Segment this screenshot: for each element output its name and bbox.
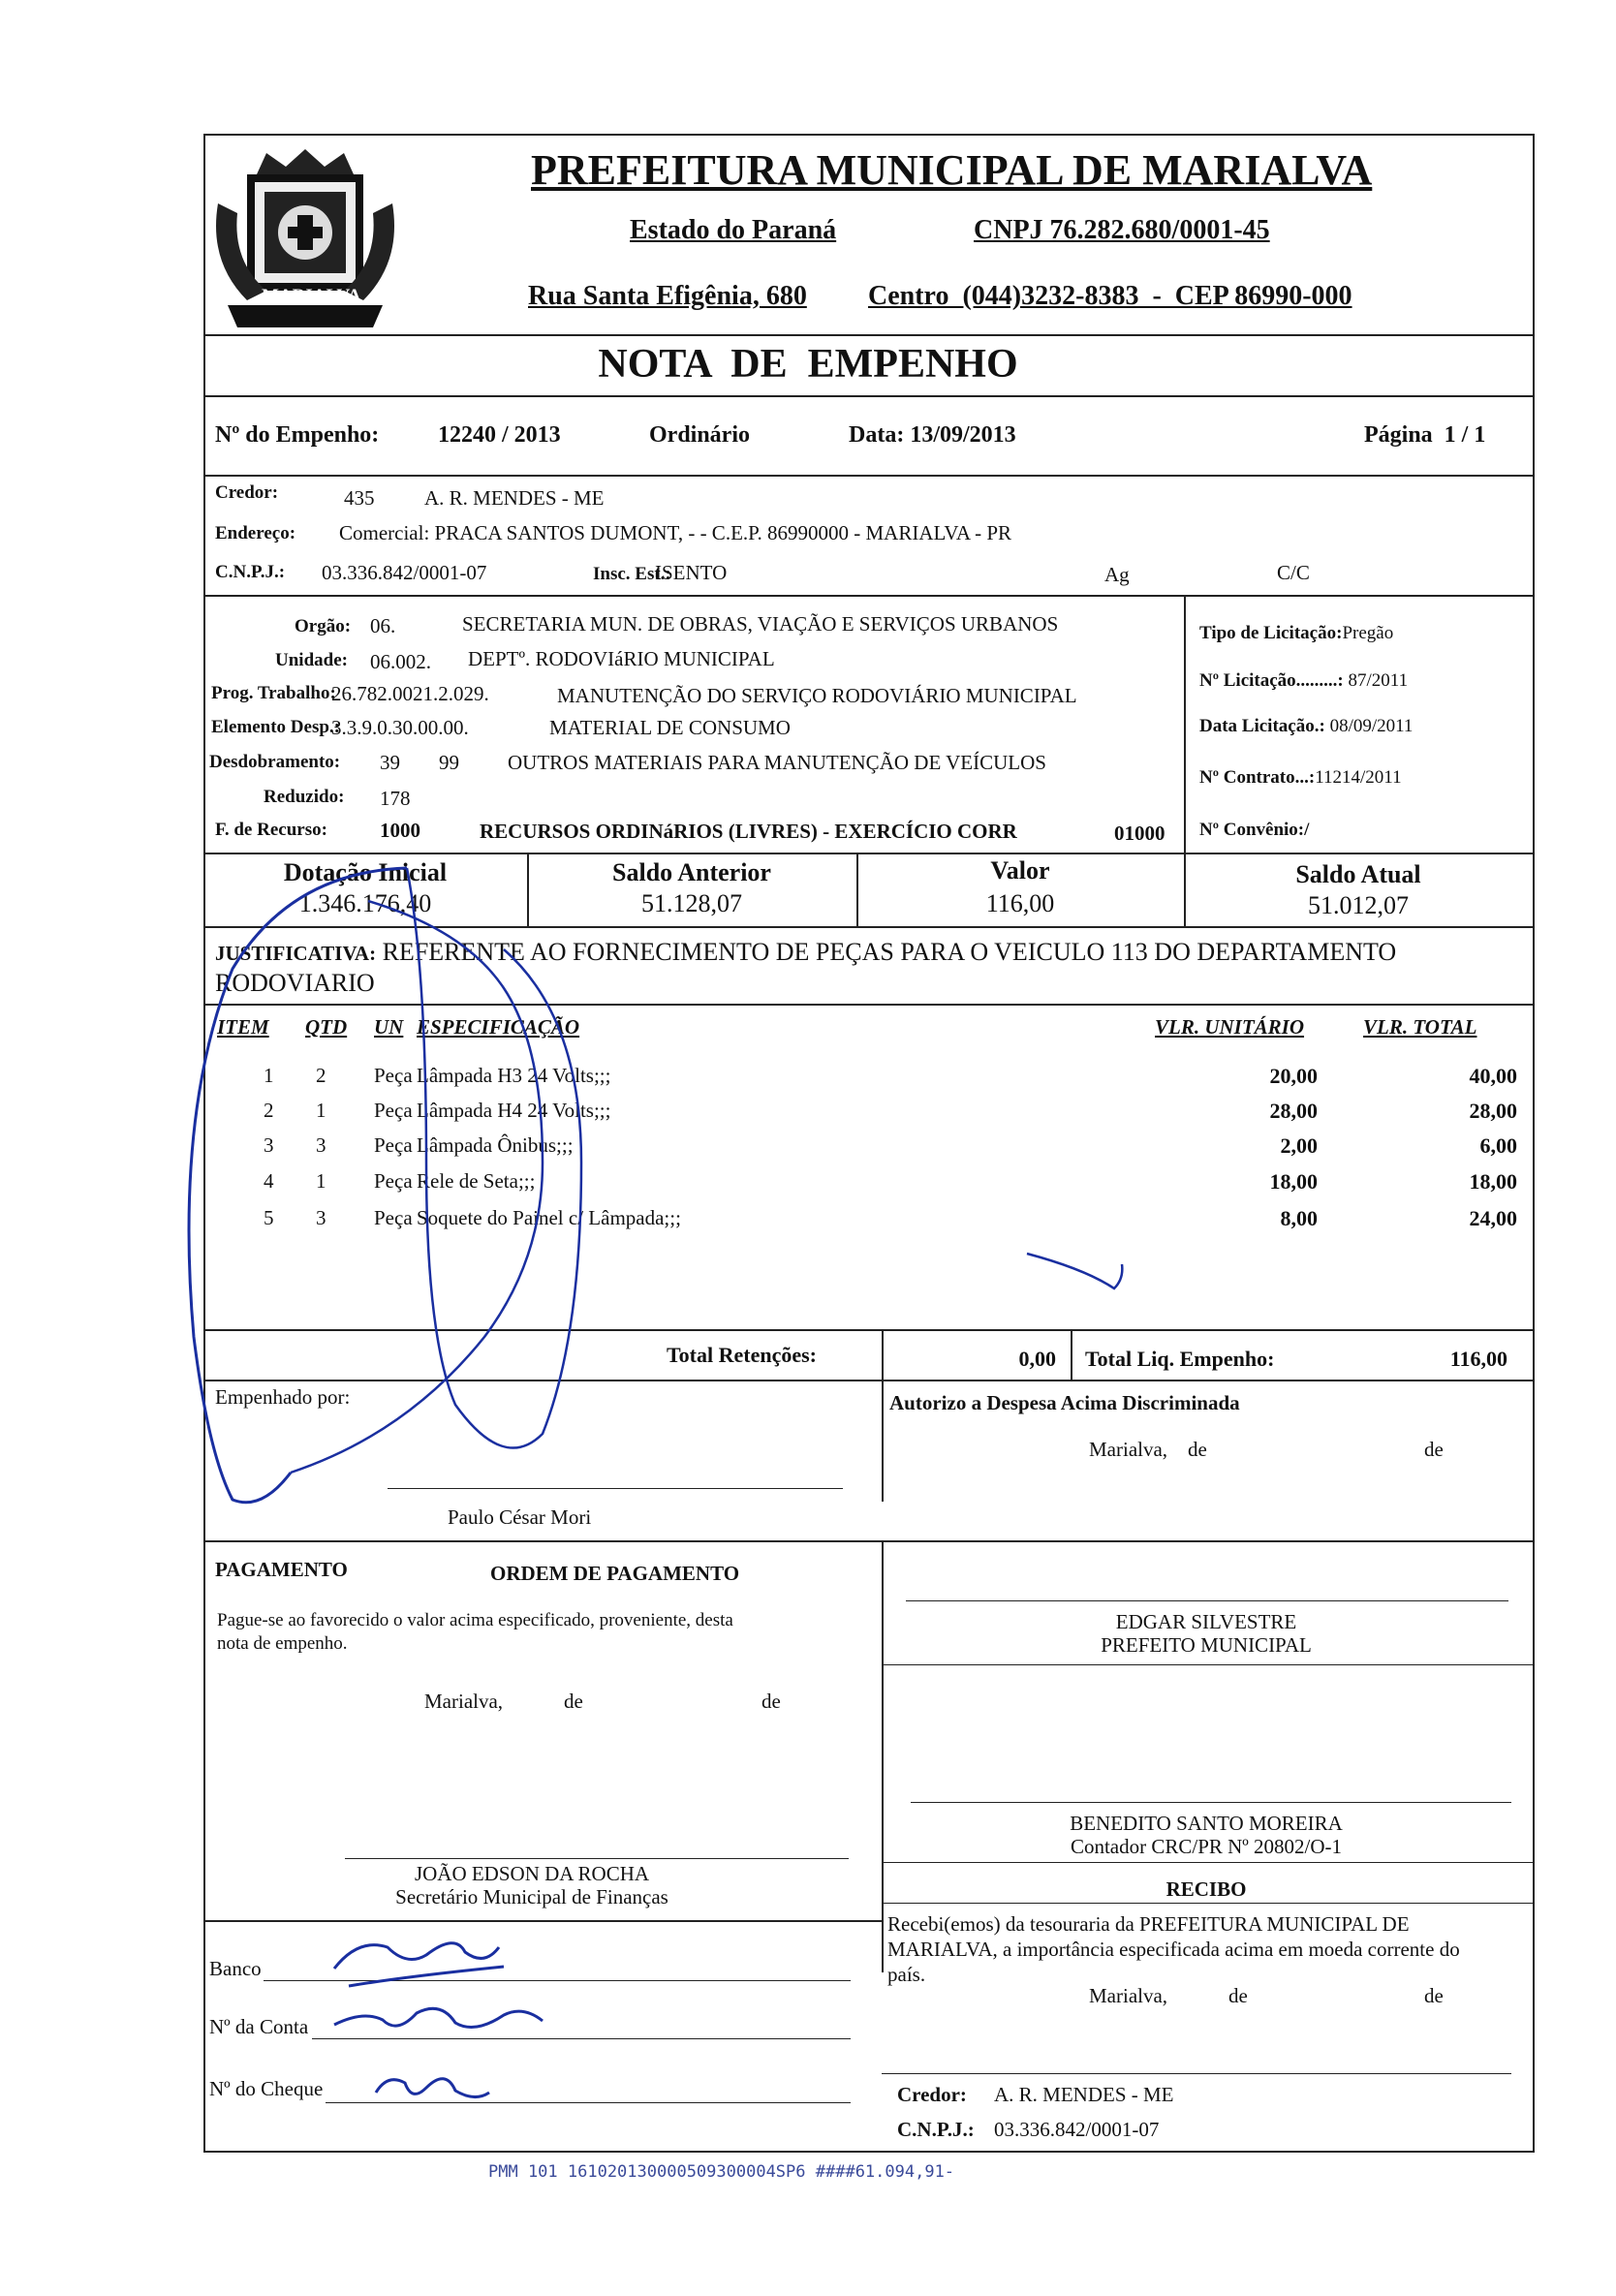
divider [1071, 1329, 1072, 1380]
prefeito-name: EDGAR SILVESTRE [1115, 1610, 1297, 1633]
item-number: 3 [264, 1133, 274, 1157]
item-qtd: 1 [316, 1099, 326, 1122]
signature-line [388, 1488, 843, 1489]
contador-crc: Contador CRC/PR Nº 20802/O-1 [1070, 1835, 1343, 1858]
recurso-name: RECURSOS ORDINáRIOS (LIVRES) - EXERCÍCIO CORR [480, 820, 1017, 843]
item-qtd: 2 [316, 1064, 326, 1087]
col-total: VLR. TOTAL [1363, 1015, 1477, 1039]
cheque-field[interactable] [326, 2102, 851, 2103]
unidade-label: Unidade: [275, 650, 348, 670]
total-liquido-label: Total Liq. Empenho: [1085, 1347, 1275, 1371]
dotacao-label: Dotação Inicial [283, 858, 448, 886]
item-espec: Lâmpada H3 24 Volts;;; [417, 1064, 611, 1087]
divider [203, 1004, 1533, 1006]
item-un: Peça [374, 1169, 413, 1193]
page-title: PREFEITURA MUNICIPAL DE MARIALVA [531, 146, 1373, 194]
autorizo-label: Autorizo a Despesa Acima Discriminada [889, 1391, 1240, 1414]
signature-line [911, 1802, 1511, 1803]
insc-label: Insc. Est.: [593, 564, 671, 584]
item-unit: 28,00 [1269, 1099, 1318, 1123]
footer-machine-code: PMM 101 161020130000509300004SP6 ####61.094,91- [488, 2162, 955, 2182]
recibo-text-2: MARIALVA, a importância especificada acima em moeda corrente do [887, 1938, 1460, 1961]
divider [203, 475, 1533, 477]
divider [203, 1540, 1533, 1542]
item-espec: Soquete do Painel c/ Lâmpada;;; [417, 1206, 681, 1229]
total-retencoes-label: Total Retenções: [667, 1343, 817, 1367]
address-header: Rua Santa Efigênia, 680 [528, 281, 807, 311]
divider [203, 1380, 1533, 1381]
saldo-atual-label: Saldo Atual [1295, 860, 1421, 888]
recibo-text-3: país. [887, 1963, 926, 1986]
justificativa: JUSTIFICATIVA: REFERENTE AO FORNECIMENTO DE PEÇAS PARA O VEICULO 113 DO DEPARTAMENTO [215, 938, 1397, 966]
recurso-code: 1000 [380, 819, 420, 842]
crest-banner: MARIALVA [262, 286, 361, 306]
insc-value: ISENTO [655, 561, 728, 584]
empenho-type: Ordinário [649, 422, 751, 448]
item-number: 5 [264, 1206, 274, 1229]
credor-address: Comercial: PRACA SANTOS DUMONT, - - C.E.P. 86990000 - MARIALVA - PR [339, 521, 1012, 544]
reduzido-label: Reduzido: [264, 787, 345, 807]
signature-line [882, 2073, 1511, 2074]
item-total: 28,00 [1469, 1099, 1517, 1123]
saldo-anterior-value: 51.128,07 [641, 889, 742, 917]
banco-label: Banco [209, 1957, 262, 1980]
item-number: 1 [264, 1064, 274, 1087]
divider [203, 853, 1533, 854]
divider [882, 1380, 884, 1502]
table-row [0, 1064, 1616, 1097]
col-unit: VLR. UNITÁRIO [1155, 1015, 1305, 1039]
secretario-name: JOÃO EDSON DA ROCHA [414, 1862, 650, 1885]
divider [203, 1329, 1533, 1331]
item-total: 18,00 [1469, 1169, 1517, 1194]
col-qtd: QTD [305, 1015, 348, 1039]
cheque-label: Nº do Cheque [209, 2077, 324, 2100]
item-un: Peça [374, 1206, 413, 1229]
address-label: Endereço: [215, 523, 296, 543]
table-row [0, 1099, 1616, 1132]
cc-label: C/C [1277, 561, 1310, 584]
credor-label: Credor: [215, 482, 279, 503]
item-espec: Lâmpada Ônibus;;; [417, 1133, 574, 1157]
desdob-code2: 99 [439, 751, 459, 774]
valor-label: Valor [990, 856, 1050, 884]
saldo-anterior-label: Saldo Anterior [612, 858, 771, 886]
desdob-label: Desdobramento: [209, 752, 341, 772]
divider [203, 595, 1533, 597]
recurso-label: F. de Recurso: [215, 820, 327, 840]
orgao-code: 06. [370, 614, 396, 637]
elemento-name: MATERIAL DE CONSUMO [549, 716, 791, 739]
credor-cnpj: 03.336.842/0001-07 [322, 561, 487, 584]
conta-label: Nº da Conta [209, 2015, 309, 2038]
dotacao-value: 1.346.176,40 [298, 889, 432, 917]
item-qtd: 1 [316, 1169, 326, 1193]
licitacao-type-label: Tipo de Licitação:Pregão [1199, 623, 1394, 643]
item-qtd: 3 [316, 1206, 326, 1229]
empenho-date: Data: 13/09/2013 [849, 422, 1016, 448]
ag-label: Ag [1104, 563, 1130, 586]
conta-field[interactable] [312, 2038, 851, 2039]
justificativa-line2: RODOVIARIO [215, 969, 375, 997]
recurso-num: 01000 [1114, 822, 1165, 845]
table-row [0, 1169, 1616, 1202]
divider [882, 1540, 884, 1972]
item-total: 40,00 [1469, 1064, 1517, 1088]
document-title: NOTA DE EMPENHO [598, 342, 1018, 387]
credor-name: A. R. MENDES - ME [424, 486, 605, 510]
item-total: 6,00 [1479, 1133, 1517, 1158]
credor-footer-label: Credor: [897, 2083, 967, 2106]
item-qtd: 3 [316, 1133, 326, 1157]
col-espec: ESPECIFICAÇÃO [417, 1015, 580, 1039]
orgao-label: Orgão: [295, 616, 352, 636]
total-retencoes-value: 0,00 [1018, 1347, 1056, 1371]
item-espec: Rele de Seta;;; [417, 1169, 536, 1193]
total-liquido-value: 116,00 [1449, 1347, 1507, 1371]
item-unit: 2,00 [1280, 1133, 1318, 1158]
cnpj-header: CNPJ 76.282.680/0001-45 [974, 215, 1270, 245]
divider [203, 334, 1533, 336]
de-1: de [1188, 1438, 1207, 1461]
prog-label: Prog. Trabalho: [211, 683, 336, 703]
reduzido-value: 178 [380, 787, 411, 810]
marialva-date-1: Marialva, [1089, 1438, 1168, 1461]
item-unit: 20,00 [1269, 1064, 1318, 1088]
item-espec: Lâmpada H4 24 Volts;;; [417, 1099, 611, 1122]
desdob-name: OUTROS MATERIAIS PARA MANUTENÇÃO DE VEÍCULOS [508, 751, 1046, 774]
empenho-label: Nº do Empenho: [215, 422, 380, 448]
empenhado-por-label: Empenhado por: [215, 1385, 351, 1409]
col-un: UN [374, 1015, 404, 1039]
orgao-name: SECRETARIA MUN. DE OBRAS, VIAÇÃO E SERVIÇOS URBANOS [462, 612, 1059, 636]
de-5: de [1228, 1984, 1248, 2007]
elemento-label: Elemento Desp.: [211, 717, 340, 737]
contrato-number: Nº Contrato...:11214/2011 [1199, 767, 1402, 788]
unidade-name: DEPTº. RODOVIáRIO MUNICIPAL [468, 647, 775, 670]
pague-text-1: Pague-se ao favorecido o valor acima especificado, proveniente, desta [217, 1610, 733, 1630]
credor-footer-name: A. R. MENDES - ME [994, 2083, 1174, 2106]
empenhado-signer: Paulo César Mori [448, 1505, 592, 1529]
table-row [0, 1133, 1616, 1166]
desdob-code1: 39 [380, 751, 400, 774]
unidade-code: 06.002. [370, 650, 431, 673]
divider [203, 1920, 882, 1922]
ordem-pagamento-label: ORDEM DE PAGAMENTO [490, 1562, 740, 1585]
convenio-number: Nº Convênio:/ [1199, 820, 1310, 840]
contador-name: BENEDITO SANTO MOREIRA [1070, 1812, 1343, 1835]
marialva-date-2: Marialva, [424, 1690, 504, 1713]
elemento-code: 3.3.9.0.30.00.00. [331, 716, 469, 739]
licitacao-date: Data Licitação.: 08/09/2011 [1199, 716, 1414, 736]
valor-value: 116,00 [985, 889, 1055, 917]
divider [203, 395, 1533, 397]
de-3: de [564, 1690, 583, 1713]
item-number: 4 [264, 1169, 274, 1193]
pagamento-label: PAGAMENTO [215, 1558, 348, 1581]
divider [203, 926, 1533, 928]
signature-line [345, 1858, 849, 1859]
col-item: ITEM [217, 1015, 269, 1039]
state-name: Estado do Paraná [630, 215, 837, 245]
marialva-date-3: Marialva, [1089, 1984, 1168, 2007]
empenho-number: 12240 / 2013 [438, 422, 561, 448]
municipal-crest-icon [208, 145, 407, 339]
cnpj-footer-value: 03.336.842/0001-07 [994, 2118, 1160, 2141]
prefeito-title: PREFEITO MUNICIPAL [1101, 1633, 1312, 1657]
secretario-title: Secretário Municipal de Finanças [395, 1885, 668, 1908]
item-total: 24,00 [1469, 1206, 1517, 1230]
credor-code: 435 [344, 486, 375, 510]
signature-line [906, 1600, 1508, 1601]
prog-code: 26.782.0021.2.029. [331, 682, 489, 705]
cnpj-label: C.N.P.J.: [215, 562, 286, 582]
divider [1184, 595, 1186, 854]
recibo-text-1: Recebi(emos) da tesouraria da PREFEITURA MUNICIPAL DE [887, 1912, 1410, 1936]
item-number: 2 [264, 1099, 274, 1122]
recibo-title: RECIBO [1165, 1877, 1247, 1901]
divider [882, 1329, 884, 1380]
item-unit: 18,00 [1269, 1169, 1318, 1194]
divider [882, 1664, 1533, 1665]
page-number: Página 1 / 1 [1364, 422, 1486, 448]
prog-name: MANUTENÇÃO DO SERVIÇO RODOVIÁRIO MUNICIPAL [557, 684, 1077, 707]
banco-field[interactable] [264, 1980, 851, 1981]
table-row [0, 1206, 1616, 1239]
pague-text-2: nota de empenho. [217, 1633, 348, 1654]
divider [882, 1862, 1533, 1863]
contact-header: Centro (044)3232-8383 - CEP 86990-000 [868, 281, 1352, 311]
de-2: de [1424, 1438, 1444, 1461]
saldo-atual-value: 51.012,07 [1308, 891, 1409, 919]
de-6: de [1424, 1984, 1444, 2007]
divider [882, 1903, 1533, 1904]
item-un: Peça [374, 1133, 413, 1157]
de-4: de [761, 1690, 781, 1713]
item-unit: 8,00 [1280, 1206, 1318, 1230]
licitacao-number: Nº Licitação.........: 87/2011 [1199, 670, 1409, 691]
cnpj-footer-label: C.N.P.J.: [897, 2118, 975, 2141]
item-un: Peça [374, 1099, 413, 1122]
item-un: Peça [374, 1064, 413, 1087]
